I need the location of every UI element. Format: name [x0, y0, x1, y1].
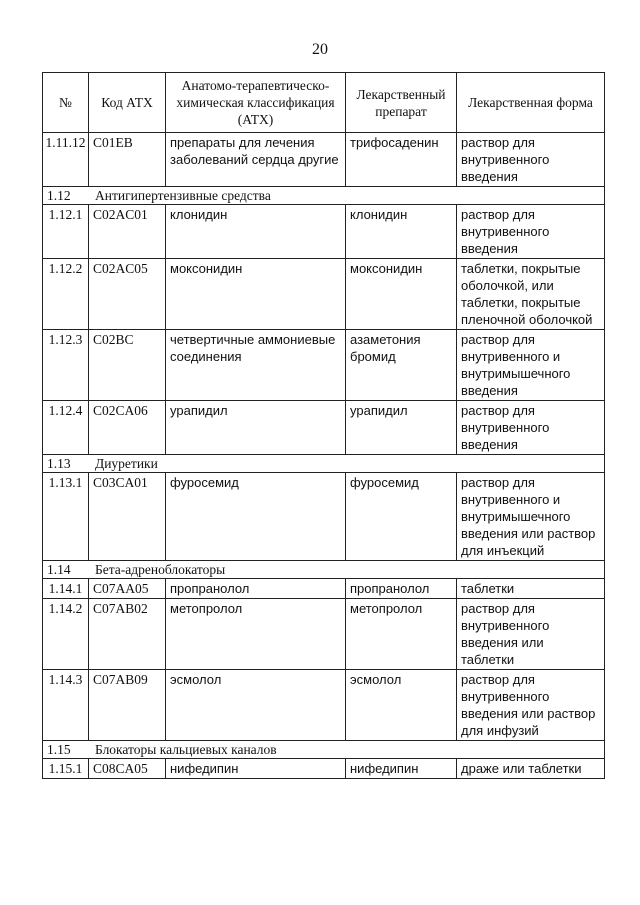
row-atc-code: C03CA01	[89, 473, 166, 561]
row-dosage-form: таблетки	[457, 579, 605, 599]
row-atc-classification: эсмолол	[166, 670, 346, 741]
section-title: Антигипертензивные средства	[95, 188, 271, 203]
row-number: 1.12.4	[43, 401, 89, 455]
row-number: 1.12.2	[43, 259, 89, 330]
table-header-row	[43, 73, 605, 133]
row-dosage-form: драже или таблетки	[457, 759, 605, 779]
row-drug: клонидин	[346, 205, 457, 259]
table-row	[43, 330, 605, 401]
row-atc-code: C01EB	[89, 133, 166, 187]
section-title: Бета-адреноблокаторы	[95, 562, 226, 577]
row-dosage-form: раствор для внутривенного и внутримышечного введения	[457, 330, 605, 401]
row-dosage-form: раствор для внутривенного введения или таблетки	[457, 599, 605, 670]
header-dosage-form: Лекарственная форма	[457, 73, 605, 133]
row-number: 1.14.3	[43, 670, 89, 741]
table-row	[43, 473, 605, 561]
row-atc-code: C02AC05	[89, 259, 166, 330]
row-atc-code: C02CA06	[89, 401, 166, 455]
row-atc-classification: четвертичные аммониевые соединения	[166, 330, 346, 401]
row-number: 1.12.3	[43, 330, 89, 401]
table-row	[43, 599, 605, 670]
row-number: 1.14.1	[43, 579, 89, 599]
row-atc-classification: клонидин	[166, 205, 346, 259]
section-row	[43, 187, 605, 205]
row-number: 1.13.1	[43, 473, 89, 561]
header-atc-classification: Анатомо-терапевтическо-химическая классификация (АТХ)	[166, 73, 346, 133]
row-atc-code: C07AA05	[89, 579, 166, 599]
section-row	[43, 741, 605, 759]
row-number: 1.12.1	[43, 205, 89, 259]
table-row	[43, 205, 605, 259]
row-atc-code: C02BC	[89, 330, 166, 401]
table-row	[43, 759, 605, 779]
header-atc-code: Код АТХ	[89, 73, 166, 133]
row-dosage-form: раствор для внутривенного введения или раствор для инфузий	[457, 670, 605, 741]
header-drug: Лекарственный препарат	[346, 73, 457, 133]
section-row	[43, 561, 605, 579]
header-number: №	[43, 73, 89, 133]
row-atc-code: C07AB02	[89, 599, 166, 670]
row-dosage-form: раствор для внутривенного введения	[457, 401, 605, 455]
section-row	[43, 455, 605, 473]
section-number: 1.15	[47, 742, 71, 757]
section-heading	[43, 187, 605, 205]
row-drug: фуросемид	[346, 473, 457, 561]
row-atc-code: C07AB09	[89, 670, 166, 741]
row-number: 1.14.2	[43, 599, 89, 670]
row-dosage-form: раствор для внутривенного введения	[457, 133, 605, 187]
page-number: 20	[312, 41, 328, 58]
drug-table	[42, 72, 605, 779]
row-drug: урапидил	[346, 401, 457, 455]
row-atc-classification: нифедипин	[166, 759, 346, 779]
row-atc-classification: метопролол	[166, 599, 346, 670]
row-atc-classification: пропранолол	[166, 579, 346, 599]
row-drug: моксонидин	[346, 259, 457, 330]
row-drug: метопролол	[346, 599, 457, 670]
row-atc-code: C08CA05	[89, 759, 166, 779]
row-drug: азаметония бромид	[346, 330, 457, 401]
row-drug: нифедипин	[346, 759, 457, 779]
row-atc-classification: моксонидин	[166, 259, 346, 330]
table-row	[43, 579, 605, 599]
section-heading	[43, 455, 605, 473]
row-dosage-form: таблетки, покрытые оболочкой, или таблетки, покрытые пленочной оболочкой	[457, 259, 605, 330]
section-number: 1.14	[47, 562, 71, 577]
row-drug: эсмолол	[346, 670, 457, 741]
row-drug: трифосаденин	[346, 133, 457, 187]
row-dosage-form: раствор для внутривенного введения	[457, 205, 605, 259]
section-heading	[43, 561, 605, 579]
table-row	[43, 259, 605, 330]
section-number: 1.12	[47, 188, 71, 203]
row-dosage-form: раствор для внутривенного и внутримышечного введения или раствор для инъекций	[457, 473, 605, 561]
row-atc-classification: препараты для лечения заболеваний сердца другие	[166, 133, 346, 187]
row-atc-code: C02AC01	[89, 205, 166, 259]
row-atc-classification: урапидил	[166, 401, 346, 455]
section-number: 1.13	[47, 456, 71, 471]
row-number: 1.15.1	[43, 759, 89, 779]
table-row	[43, 670, 605, 741]
row-atc-classification: фуросемид	[166, 473, 346, 561]
table-row	[43, 401, 605, 455]
row-drug: пропранолол	[346, 579, 457, 599]
row-number: 1.11.12	[43, 133, 89, 187]
table-row	[43, 133, 605, 187]
section-heading	[43, 741, 605, 759]
section-title: Диуретики	[95, 456, 158, 471]
section-title: Блокаторы кальциевых каналов	[95, 742, 277, 757]
